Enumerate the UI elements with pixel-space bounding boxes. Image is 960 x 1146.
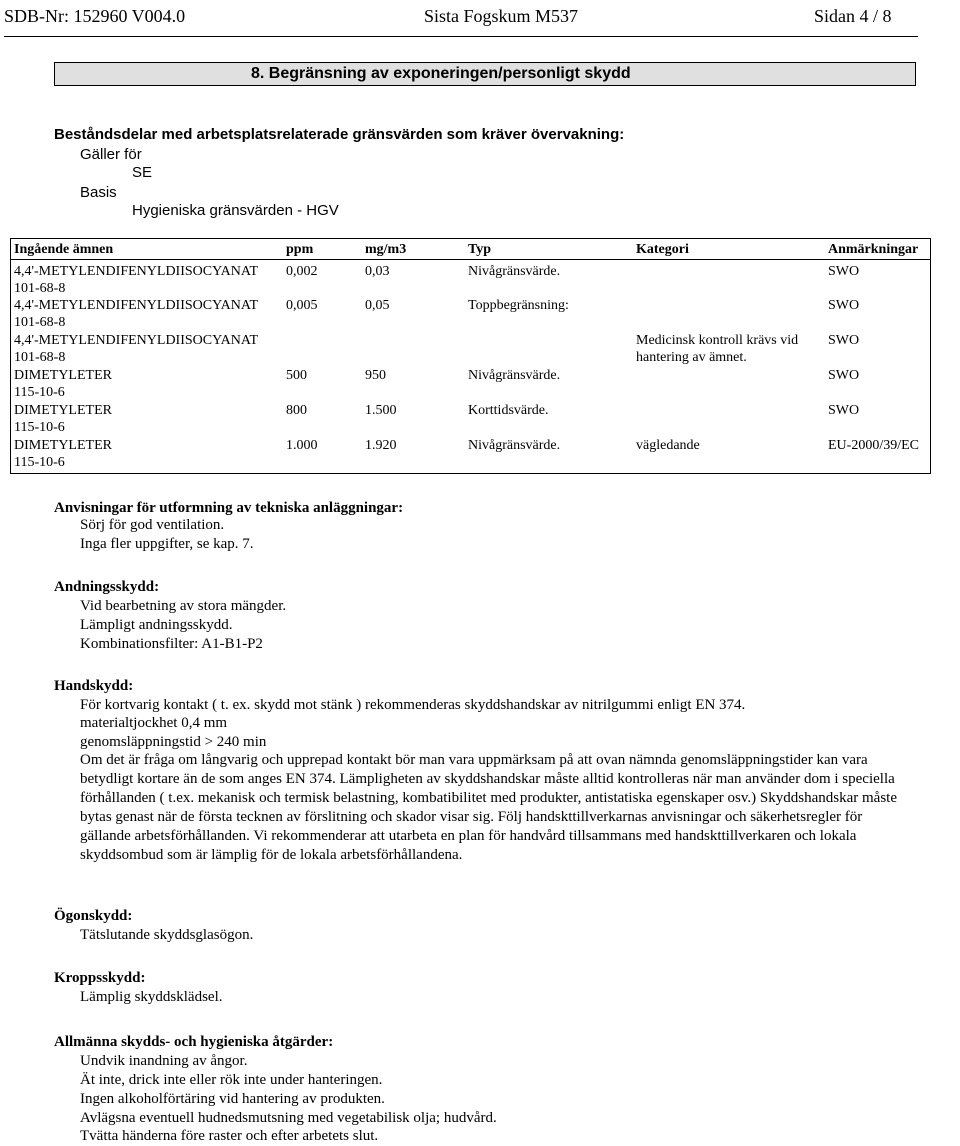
resp-line: Lämpligt andningsskydd.: [80, 617, 233, 633]
hand-line: genomsläppningstid > 240 min: [80, 734, 267, 750]
galler-value: SE: [132, 164, 153, 181]
typ-value: Korttidsvärde.: [468, 403, 549, 418]
mgm3-value: 0,03: [365, 264, 390, 279]
ppm-value: 800: [286, 403, 307, 418]
col-header-typ: Typ: [468, 242, 492, 257]
col-header-substance: Ingående ämnen: [14, 242, 114, 257]
col-header-mgm3: mg/m3: [365, 242, 407, 257]
kategori-value: Medicinsk kontroll krävs vid hantering av ämnet.: [636, 333, 799, 365]
cas-number: 115-10-6: [14, 420, 65, 435]
galler-label: Gäller för: [80, 146, 142, 163]
substance-name: DIMETYLETER: [14, 438, 112, 453]
hygiene-line: Ät inte, drick inte eller rök inte under hanteringen.: [80, 1072, 383, 1088]
hand-heading: Handskydd:: [54, 678, 134, 694]
anmarkning-value: SWO: [828, 264, 860, 279]
basis-label: Basis: [80, 184, 117, 201]
resp-heading: Andningsskydd:: [54, 579, 160, 595]
anmarkning-value: SWO: [828, 368, 860, 383]
hygiene-line: Ingen alkoholförtäring vid hantering av produkten.: [80, 1091, 385, 1107]
typ-value: Nivågränsvärde.: [468, 264, 561, 279]
exposure-limits-table: [10, 238, 931, 474]
limits-heading: Beståndsdelar med arbetsplatsrelaterade gränsvärden som kräver övervakning:: [54, 126, 625, 143]
col-header-kategori: Kategori: [636, 242, 689, 257]
page-header: [4, 0, 918, 37]
resp-line: Kombinationsfilter: A1-B1-P2: [80, 636, 263, 652]
eye-line: Tätslutande skyddsglasögon.: [80, 927, 254, 943]
cas-number: 101-68-8: [14, 350, 66, 365]
mgm3-value: 1.500: [365, 403, 397, 418]
body-heading: Kroppsskydd:: [54, 970, 146, 986]
kategori-value: vägledande: [636, 438, 700, 453]
cas-number: 115-10-6: [14, 455, 65, 470]
typ-value: Nivågränsvärde.: [468, 368, 561, 383]
tech-heading: Anvisningar för utformning av tekniska anläggningar:: [54, 500, 404, 516]
section-title: 8. Begränsning av exponeringen/personligt skydd: [54, 62, 916, 86]
sdb-number: SDB-Nr: 152960 V004.0: [4, 6, 186, 26]
hygiene-heading: Allmänna skydds- och hygieniska åtgärder:: [54, 1034, 334, 1050]
substance-name: DIMETYLETER: [14, 368, 112, 383]
basis-value: Hygieniska gränsvärden - HGV: [132, 202, 339, 219]
eye-heading: Ögonskydd:: [54, 908, 133, 924]
anmarkning-value: SWO: [828, 298, 860, 313]
hand-line: materialtjockhet 0,4 mm: [80, 715, 228, 731]
cas-number: 101-68-8: [14, 281, 66, 296]
ppm-value: 0,002: [286, 264, 318, 279]
table-header-row: [11, 239, 930, 260]
col-header-ppm: ppm: [286, 242, 314, 257]
tech-line: Inga fler uppgifter, se kap. 7.: [80, 536, 254, 552]
product-name: Sista Fogskum M537: [424, 6, 579, 26]
body-line: Lämplig skyddsklädsel.: [80, 989, 223, 1005]
typ-value: Nivågränsvärde.: [468, 438, 561, 453]
col-header-anmarkningar: Anmärkningar: [828, 242, 919, 257]
anmarkning-value: SWO: [828, 333, 860, 348]
substance-name: 4,4'-METYLENDIFENYLDIISOCYANAT: [14, 298, 259, 313]
resp-line: Vid bearbetning av stora mängder.: [80, 598, 287, 614]
mgm3-value: 0,05: [365, 298, 390, 313]
ppm-value: 0,005: [286, 298, 318, 313]
mgm3-value: 1.920: [365, 438, 397, 453]
hygiene-line: Avlägsna eventuell hudnedsmutsning med vegetabilisk olja; hudvård.: [80, 1110, 497, 1126]
cas-number: 115-10-6: [14, 385, 65, 400]
hygiene-line: Undvik inandning av ångor.: [80, 1053, 248, 1069]
hygiene-line: Tvätta händerna före raster och efter arbetets slut.: [80, 1128, 379, 1144]
substance-name: DIMETYLETER: [14, 403, 112, 418]
mgm3-value: 950: [365, 368, 386, 383]
substance-name: 4,4'-METYLENDIFENYLDIISOCYANAT: [14, 333, 259, 348]
page-number: Sidan 4 / 8: [814, 6, 892, 26]
ppm-value: 1.000: [286, 438, 318, 453]
substance-name: 4,4'-METYLENDIFENYLDIISOCYANAT: [14, 264, 259, 279]
anmarkning-value: EU-2000/39/EC: [828, 438, 919, 453]
ppm-value: 500: [286, 368, 307, 383]
hand-paragraph: Om det är fråga om långvarig och upprepad kontakt bör man vara uppmärksam på att ovan nämnda genomsläppningstider kan vara betydligt kortare än de som anges EN 374. Lämpligheten av skyddshandskar måste alltid kontrolleras när man använder dom i speciella förhållanden ( t.ex. mekanisk och termisk belastning, kombatibilitet med produkter, antistatiska egenskaper osv.) Skyddshandskar måste bytas genast när de första tecknen av förslitning och skador visar sig. Följ handskttillverkarnas anvisningar och säkerhetsregler för gällande arbetsförhållanden. Vi rekommenderar att utarbeta en plan för handvård tillsammans med handskttillverkaren och lokala skyddsombud som är lämplig för de lokala arbetsförhållandena.: [80, 752, 897, 863]
cas-number: 101-68-8: [14, 315, 66, 330]
anmarkning-value: SWO: [828, 403, 860, 418]
typ-value: Toppbegränsning:: [468, 298, 569, 313]
tech-line: Sörj för god ventilation.: [80, 517, 225, 533]
hand-line: För kortvarig kontakt ( t. ex. skydd mot stänk ) rekommenderas skyddshandskar av nitrilgummi enligt EN 374.: [80, 697, 746, 713]
